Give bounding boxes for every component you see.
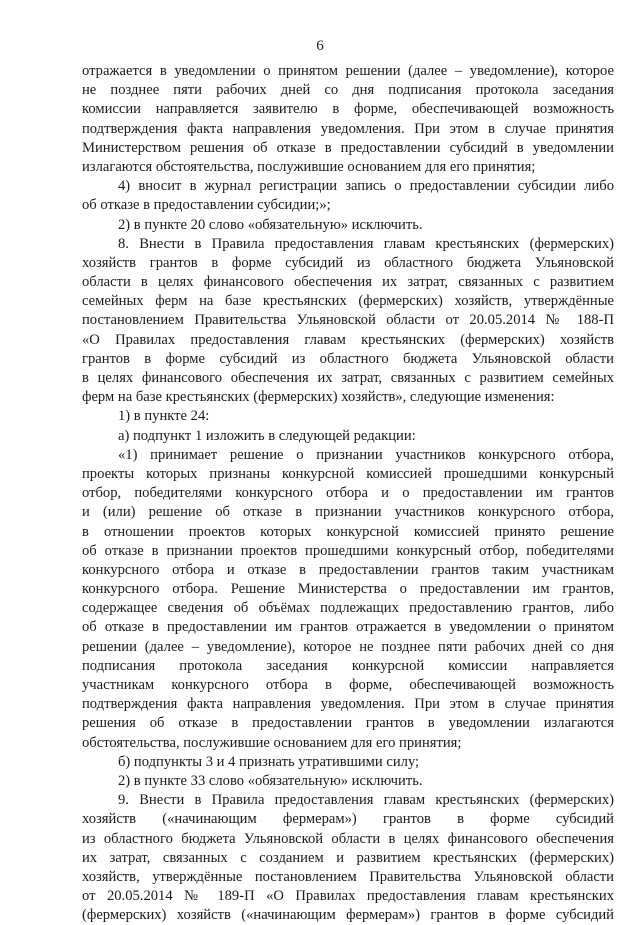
text-line: «1) принимает решение о признании участников конкурсного отбора, [118, 446, 614, 463]
text-line: не позднее пяти рабочих дней со дня подписания протокола заседания [82, 82, 614, 99]
text-line: решения об отказе в предоставлении грантов в уведомлении излагаются [82, 715, 614, 732]
text-line: подтверждения факта направления уведомления. При этом в случае принятия [82, 120, 614, 137]
text-line: Министерством решения об отказе в предоставлении субсидий в уведомлении [82, 139, 614, 156]
text-line: а) подпункт 1 изложить в следующей редакции: [118, 427, 416, 444]
text-line: 9. Внести в Правила предоставления главам крестьянских (фермерских) [118, 792, 614, 809]
text-line: 4) вносит в журнал регистрации запись о предоставлении субсидии либо [118, 178, 614, 195]
page-number: 6 [316, 38, 324, 54]
text-line: (фермерских) хозяйств («начинающим фермерам») грантов в форме субсидий [82, 907, 614, 924]
text-line: отбор, победителями конкурсного отбора и о предоставлении им грантов [82, 485, 614, 502]
text-line: излагаются обстоятельства, послужившие основанием для его принятия; [82, 158, 536, 175]
text-line: области в целях финансового обеспечения их затрат, связанных с развитием [82, 274, 614, 291]
text-line: подписания протокола заседания конкурсной комиссии направляется [82, 657, 614, 674]
text-line: отражается в уведомлении о принятом решении (далее – уведомление), которое [82, 63, 614, 79]
text-line: 2) в пункте 20 слово «обязательную» исключить. [118, 216, 423, 233]
text-line: от 20.05.2014 № 189-П «О Правилах предоставления главам крестьянских [82, 888, 614, 905]
text-line: конкурсного отбора и отказе в предоставлении грантов таким участникам [82, 561, 614, 578]
text-line: содержащее сведения об объёмах подлежащих предоставлению грантов, либо [82, 600, 614, 617]
document-body [82, 62, 614, 925]
text-line: об отказе в предоставлении субсидии;»; [82, 197, 331, 214]
text-line: 8. Внести в Правила предоставления главам крестьянских (фермерских) [118, 235, 614, 252]
text-line: об отказе в признании проектов прошедшими конкурсный отбор, победителями [82, 542, 614, 559]
text-line: и (или) решение об отказе в признании участников конкурсного отбора, [82, 504, 614, 521]
text-line: грантов в форме субсидий из областного бюджета Ульяновской области [82, 350, 614, 367]
text-line: обстоятельства, послужившие основанием для его принятия; [82, 734, 462, 751]
text-line: постановлением Правительства Ульяновской области от 20.05.2014 № 188-П [82, 312, 614, 329]
text-line: в целях финансового обеспечения их затрат, связанных с развитием семейных [82, 370, 614, 386]
text-line: в отношении проектов которых конкурсной комиссией принято решение [82, 523, 614, 540]
text-line: хозяйств, утверждённые постановлением Правительства Ульяновской области [82, 868, 614, 885]
text-line: 2) в пункте 33 слово «обязательную» исключить. [118, 772, 423, 789]
text-line: об отказе в предоставлении им грантов отражается в уведомлении о принятом [82, 619, 614, 636]
text-line: хозяйств («начинающим фермерам») грантов в форме субсидий [82, 811, 614, 828]
text-line: 1) в пункте 24: [118, 408, 210, 425]
text-line: семейных ферм на базе крестьянских (фермерских) хозяйств, утверждённые [82, 293, 614, 310]
text-line: из областного бюджета Ульяновской области в целях финансового обеспечения [82, 830, 614, 847]
text-line: хозяйств грантов в форме субсидий из областного бюджета Ульяновской [82, 254, 614, 271]
text-line: подтверждения факта направления уведомления. При этом в случае принятия [82, 696, 614, 713]
text-line: «О Правилах предоставления главам крестьянских (фермерских) хозяйств [82, 331, 614, 348]
text-line: участникам конкурсного отбора в форме, обеспечивающей возможность [82, 677, 614, 693]
text-line: решении (далее – уведомление), которое не позднее пяти рабочих дней со дня [82, 638, 614, 655]
text-line: ферм на базе крестьянских (фермерских) хозяйств», следующие изменения: [82, 389, 555, 406]
text-line: их затрат, связанных с созданием и развитием крестьянских (фермерских) [82, 849, 614, 866]
text-line: конкурсного отбора. Решение Министерства о предоставлении им грантов, [82, 581, 614, 598]
text-line: б) подпункты 3 и 4 признать утратившими силу; [118, 753, 420, 770]
text-line: проекты которых признаны конкурсной комиссией прошедшими конкурсный [82, 465, 614, 482]
text-line: комиссии направляется заявителю в форме, обеспечивающей возможность [82, 101, 614, 118]
